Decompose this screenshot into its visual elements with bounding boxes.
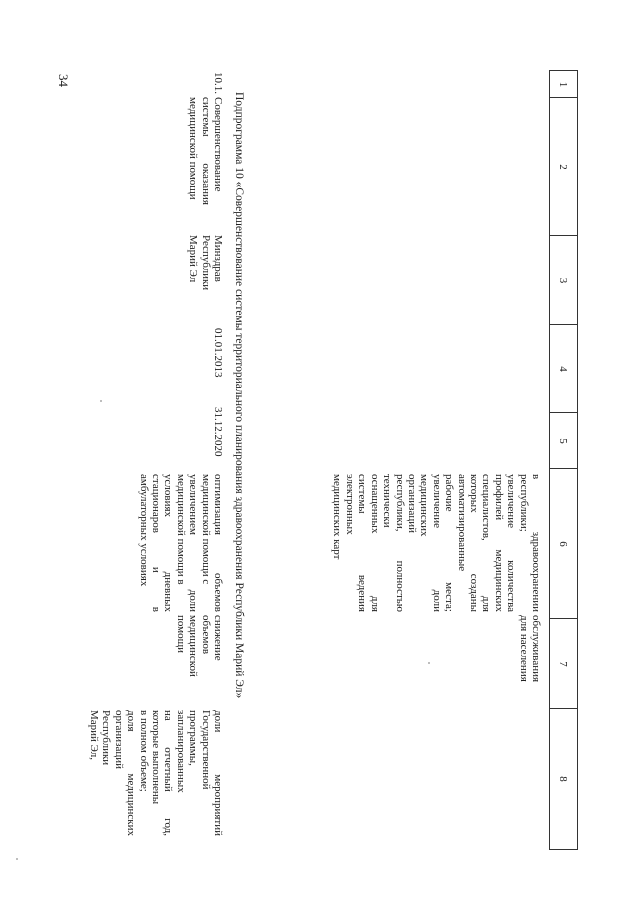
row-name bbox=[187, 97, 224, 205]
text-line: профилей медицинских bbox=[492, 474, 505, 612]
text-line: в полном объеме; bbox=[137, 710, 150, 792]
column-header-5: 5 bbox=[550, 412, 577, 469]
text-line: Минздрав bbox=[212, 235, 224, 282]
text-line: программы, bbox=[187, 710, 200, 766]
text-line: медицинских bbox=[418, 474, 431, 537]
text-line: запланированных bbox=[174, 710, 187, 793]
text-line: автоматизированные bbox=[455, 474, 468, 572]
text-line: медицинских карт bbox=[331, 474, 344, 560]
column-header-4: 4 bbox=[550, 324, 577, 413]
page-number: 34 bbox=[56, 74, 71, 87]
text-line: республики; bbox=[517, 474, 530, 532]
column-header-2: 2 bbox=[550, 97, 577, 236]
text-line: Республики bbox=[199, 235, 212, 291]
text-line: республики, полностью bbox=[393, 474, 406, 612]
column-header-3: 3 bbox=[550, 235, 577, 325]
text-line: условиях дневных bbox=[162, 474, 175, 612]
text-line: организаций bbox=[405, 474, 418, 534]
row-col8 bbox=[88, 710, 224, 836]
row-start-date: 01.01.2013 bbox=[212, 328, 224, 378]
text-line: специалистов, для bbox=[480, 474, 493, 612]
text-line: увеличением доли bbox=[187, 474, 200, 612]
row-col6 bbox=[137, 474, 224, 612]
scan-speck bbox=[428, 662, 430, 664]
text-line: которых созданы bbox=[467, 474, 480, 612]
column-header-1: 1 bbox=[550, 70, 577, 98]
text-line: на отчетный год, bbox=[162, 710, 175, 836]
scan-speck bbox=[100, 400, 102, 402]
text-line: Марий Эл, bbox=[87, 710, 100, 761]
text-line: медицинской помощи с bbox=[199, 474, 212, 585]
text-line: системы ведения bbox=[356, 474, 369, 612]
text-line: Марий Эл bbox=[187, 235, 200, 283]
text-line: рабочие места; bbox=[443, 474, 456, 612]
text-line: для населения bbox=[517, 615, 530, 682]
column-header-6: 6 bbox=[550, 468, 577, 619]
text-line: системы оказания bbox=[199, 97, 212, 205]
subprogram-title: Подпрограмма 10 «Совершенствование системы территориального планирования здравоохранения Республики Марий Эл» bbox=[233, 92, 245, 699]
column-number-header-row bbox=[549, 70, 578, 850]
text-line: доли мероприятий bbox=[212, 710, 224, 836]
text-line: медицинской помощи bbox=[187, 97, 200, 200]
text-line: технически bbox=[381, 474, 394, 528]
row-executor bbox=[187, 235, 224, 290]
scan-speck bbox=[16, 858, 18, 860]
row-number: 10.1. bbox=[212, 72, 224, 94]
text-line: Совершенствование bbox=[212, 97, 224, 192]
text-line: стационаров и в bbox=[149, 474, 162, 612]
text-line: медицинской помощи в bbox=[174, 474, 187, 585]
text-line: Республики bbox=[100, 710, 113, 766]
continuation-col6 bbox=[331, 474, 542, 612]
rotated-table-page bbox=[87, 70, 578, 850]
column-header-7: 7 bbox=[550, 618, 577, 709]
text-line: которые выполнены bbox=[149, 710, 162, 805]
text-line: электронных bbox=[343, 474, 356, 535]
text-line: оптимизация объемов bbox=[212, 474, 224, 612]
row-col7 bbox=[174, 615, 224, 677]
text-line: оснащенных для bbox=[368, 474, 381, 612]
text-line: увеличение доли bbox=[430, 474, 443, 612]
column-header-8: 8 bbox=[550, 708, 577, 850]
text-line: объемов bbox=[199, 615, 212, 655]
text-line: обслуживания bbox=[530, 615, 542, 683]
text-line: доля медицинских bbox=[125, 710, 138, 836]
row-end-date: 31.12.2020 bbox=[212, 407, 224, 457]
text-line: в здравоохранении bbox=[530, 474, 542, 612]
text-line: помощи bbox=[174, 615, 187, 653]
text-line: медицинской bbox=[187, 615, 200, 677]
text-line: организаций bbox=[112, 710, 125, 770]
text-line: амбулаторных условиях bbox=[137, 474, 150, 587]
text-line: увеличение количества bbox=[505, 474, 518, 612]
continuation-col7 bbox=[517, 615, 542, 682]
text-line: Государственной bbox=[199, 710, 212, 790]
text-line: снижение bbox=[212, 615, 224, 661]
